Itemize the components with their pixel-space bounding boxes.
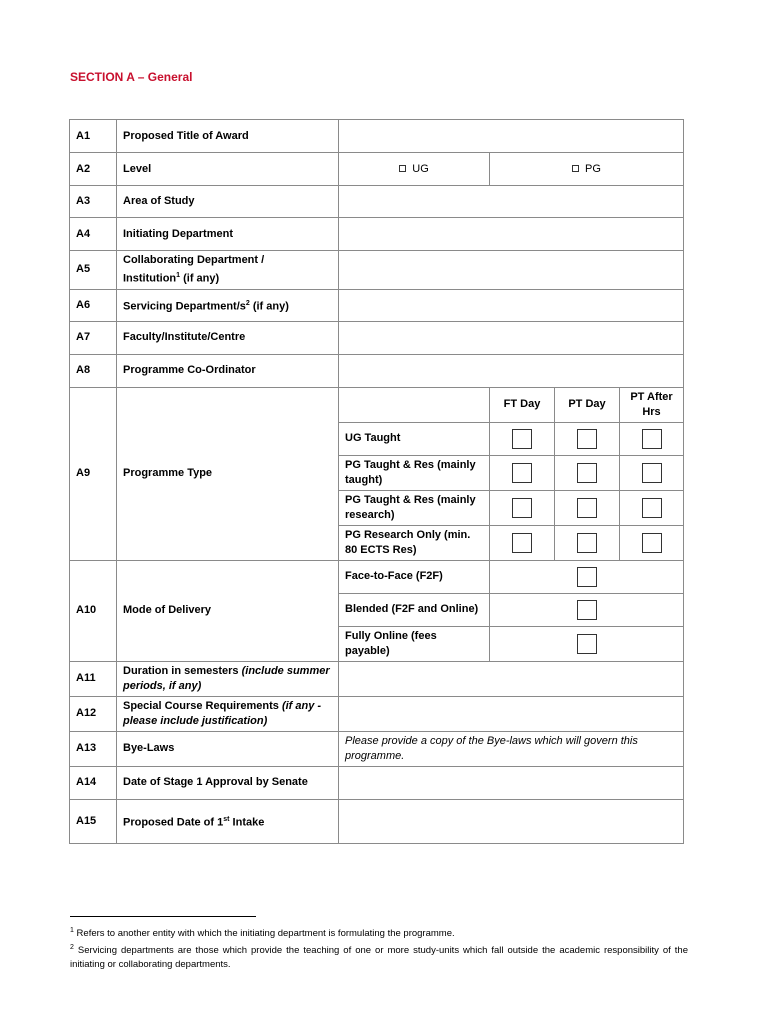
programme-type-label: UG Taught bbox=[339, 422, 490, 455]
level-ug-label: UG bbox=[412, 162, 429, 175]
footnotes bbox=[70, 924, 688, 972]
special-requirements-field[interactable] bbox=[339, 696, 684, 731]
label-part: Intake bbox=[229, 816, 265, 829]
programme-type-label: PG Taught & Res (mainly research) bbox=[339, 490, 490, 525]
programme-type-label: PG Research Only (min. 80 ECTS Res) bbox=[339, 525, 490, 560]
ft-day-checkbox[interactable] bbox=[490, 422, 555, 455]
row-a8 bbox=[70, 354, 684, 387]
row-number: A2 bbox=[70, 153, 117, 186]
delivery-mode-checkbox[interactable] bbox=[490, 593, 684, 626]
label-part: Duration in semesters bbox=[123, 664, 239, 677]
row-a5 bbox=[70, 251, 684, 290]
initiating-department-field[interactable] bbox=[339, 218, 684, 251]
row-number: A15 bbox=[70, 799, 117, 843]
first-intake-date-field[interactable] bbox=[339, 799, 684, 843]
collaborating-department-field[interactable] bbox=[339, 251, 684, 290]
empty-cell bbox=[339, 387, 490, 422]
row-label: Initiating Department bbox=[117, 218, 339, 251]
row-label: Proposed Title of Award bbox=[117, 120, 339, 153]
award-title-field[interactable] bbox=[339, 120, 684, 153]
delivery-mode-checkbox[interactable] bbox=[490, 560, 684, 593]
label-part: Proposed Date of 1 bbox=[123, 816, 224, 829]
programme-type-label: PG Taught & Res (mainly taught) bbox=[339, 455, 490, 490]
row-label: Faculty/Institute/Centre bbox=[117, 321, 339, 354]
row-a1 bbox=[70, 120, 684, 153]
row-number: A7 bbox=[70, 321, 117, 354]
footnote-mark: 2 bbox=[70, 944, 74, 952]
row-number: A4 bbox=[70, 218, 117, 251]
checkbox-icon bbox=[577, 498, 597, 518]
row-a3 bbox=[70, 186, 684, 218]
label-part: Servicing Department/s bbox=[123, 300, 246, 313]
row-a6 bbox=[70, 289, 684, 321]
row-number: A14 bbox=[70, 766, 117, 799]
section-title: SECTION A – General bbox=[70, 70, 193, 84]
checkbox-icon bbox=[512, 533, 532, 553]
row-a15 bbox=[70, 799, 684, 843]
checkbox-icon bbox=[577, 634, 597, 654]
footnote-divider bbox=[70, 916, 256, 917]
row-number: A8 bbox=[70, 354, 117, 387]
level-pg-label: PG bbox=[585, 162, 601, 175]
label-part: (if any - please include justification) bbox=[123, 699, 322, 727]
checkbox-icon bbox=[577, 567, 597, 587]
pt-after-hrs-checkbox[interactable] bbox=[620, 525, 684, 560]
row-a4 bbox=[70, 218, 684, 251]
delivery-mode-checkbox[interactable] bbox=[490, 626, 684, 661]
row-label bbox=[117, 251, 339, 290]
row-number: A12 bbox=[70, 696, 117, 731]
checkbox-icon bbox=[642, 498, 662, 518]
row-number: A10 bbox=[70, 560, 117, 661]
row-label bbox=[117, 661, 339, 696]
col-pt-after-hrs: PT After Hrs bbox=[620, 387, 684, 422]
servicing-department-field[interactable] bbox=[339, 289, 684, 321]
footnote-ref: 2 bbox=[245, 299, 250, 307]
row-a12 bbox=[70, 696, 684, 731]
ft-day-checkbox[interactable] bbox=[490, 525, 555, 560]
footnote-1 bbox=[70, 924, 688, 941]
row-label: Programme Type bbox=[117, 387, 339, 560]
duration-field[interactable] bbox=[339, 661, 684, 696]
col-pt-day: PT Day bbox=[555, 387, 620, 422]
row-a14 bbox=[70, 766, 684, 799]
col-ft-day: FT Day bbox=[490, 387, 555, 422]
checkbox-icon bbox=[577, 463, 597, 483]
pt-day-checkbox[interactable] bbox=[555, 490, 620, 525]
row-a2 bbox=[70, 153, 684, 186]
row-label bbox=[117, 696, 339, 731]
row-number: A11 bbox=[70, 661, 117, 696]
pt-day-checkbox[interactable] bbox=[555, 455, 620, 490]
checkbox-icon bbox=[512, 429, 532, 449]
delivery-mode-label: Fully Online (fees payable) bbox=[339, 626, 490, 661]
row-label: Programme Co-Ordinator bbox=[117, 354, 339, 387]
ordinal-suffix: st bbox=[223, 815, 230, 823]
checkbox-icon bbox=[642, 463, 662, 483]
checkbox-icon bbox=[399, 165, 406, 172]
faculty-field[interactable] bbox=[339, 321, 684, 354]
level-ug-option[interactable] bbox=[339, 153, 490, 186]
row-number: A1 bbox=[70, 120, 117, 153]
row-a7 bbox=[70, 321, 684, 354]
label-part: Institution bbox=[123, 272, 177, 285]
row-label: Mode of Delivery bbox=[117, 560, 339, 661]
label-part: Collaborating Department / bbox=[123, 254, 265, 266]
row-number: A13 bbox=[70, 731, 117, 766]
row-number: A9 bbox=[70, 387, 117, 560]
label-part: Special Course Requirements bbox=[123, 699, 279, 712]
row-a13 bbox=[70, 731, 684, 766]
checkbox-icon bbox=[572, 165, 579, 172]
delivery-mode-label: Face-to-Face (F2F) bbox=[339, 560, 490, 593]
row-label: Date of Stage 1 Approval by Senate bbox=[117, 766, 339, 799]
row-label: Bye-Laws bbox=[117, 731, 339, 766]
ft-day-checkbox[interactable] bbox=[490, 455, 555, 490]
label-part: (if any) bbox=[249, 300, 289, 313]
general-form-table bbox=[69, 119, 684, 844]
row-number: A3 bbox=[70, 186, 117, 218]
row-number: A6 bbox=[70, 289, 117, 321]
checkbox-icon bbox=[577, 533, 597, 553]
checkbox-icon bbox=[642, 533, 662, 553]
footnote-text: Refers to another entity with which the initiating department is formulating the programme. bbox=[76, 928, 455, 940]
checkbox-icon bbox=[512, 463, 532, 483]
checkbox-icon bbox=[577, 600, 597, 620]
footnote-mark: 1 bbox=[70, 927, 74, 934]
label-part: (if any) bbox=[180, 272, 220, 285]
footnote-ref: 1 bbox=[176, 272, 181, 279]
pt-after-hrs-checkbox[interactable] bbox=[620, 422, 684, 455]
row-label: Area of Study bbox=[117, 186, 339, 218]
row-label: Level bbox=[117, 153, 339, 186]
row-label bbox=[117, 289, 339, 321]
delivery-mode-label: Blended (F2F and Online) bbox=[339, 593, 490, 626]
pt-day-checkbox[interactable] bbox=[555, 422, 620, 455]
senate-approval-date-field[interactable] bbox=[339, 766, 684, 799]
pt-after-hrs-checkbox[interactable] bbox=[620, 490, 684, 525]
row-a9-header bbox=[70, 387, 684, 422]
area-of-study-field[interactable] bbox=[339, 186, 684, 218]
delivery-mode-row bbox=[70, 560, 684, 593]
level-pg-option[interactable] bbox=[490, 153, 684, 186]
row-label bbox=[117, 799, 339, 843]
footnote-text: Servicing departments are those which provide the teaching of one or more study-units which fall outside the academic responsibility of the initiating or collaborating departments. bbox=[70, 945, 688, 971]
pt-day-checkbox[interactable] bbox=[555, 525, 620, 560]
row-number: A5 bbox=[70, 251, 117, 290]
checkbox-icon bbox=[577, 429, 597, 449]
footnote-2 bbox=[70, 941, 688, 972]
ft-day-checkbox[interactable] bbox=[490, 490, 555, 525]
row-a11 bbox=[70, 661, 684, 696]
checkbox-icon bbox=[512, 498, 532, 518]
label-part: (include summer periods, if any) bbox=[123, 664, 330, 692]
programme-coordinator-field[interactable] bbox=[339, 354, 684, 387]
checkbox-icon bbox=[642, 429, 662, 449]
bye-laws-note[interactable]: Please provide a copy of the Bye-laws which will govern this programme. bbox=[339, 731, 684, 766]
pt-after-hrs-checkbox[interactable] bbox=[620, 455, 684, 490]
